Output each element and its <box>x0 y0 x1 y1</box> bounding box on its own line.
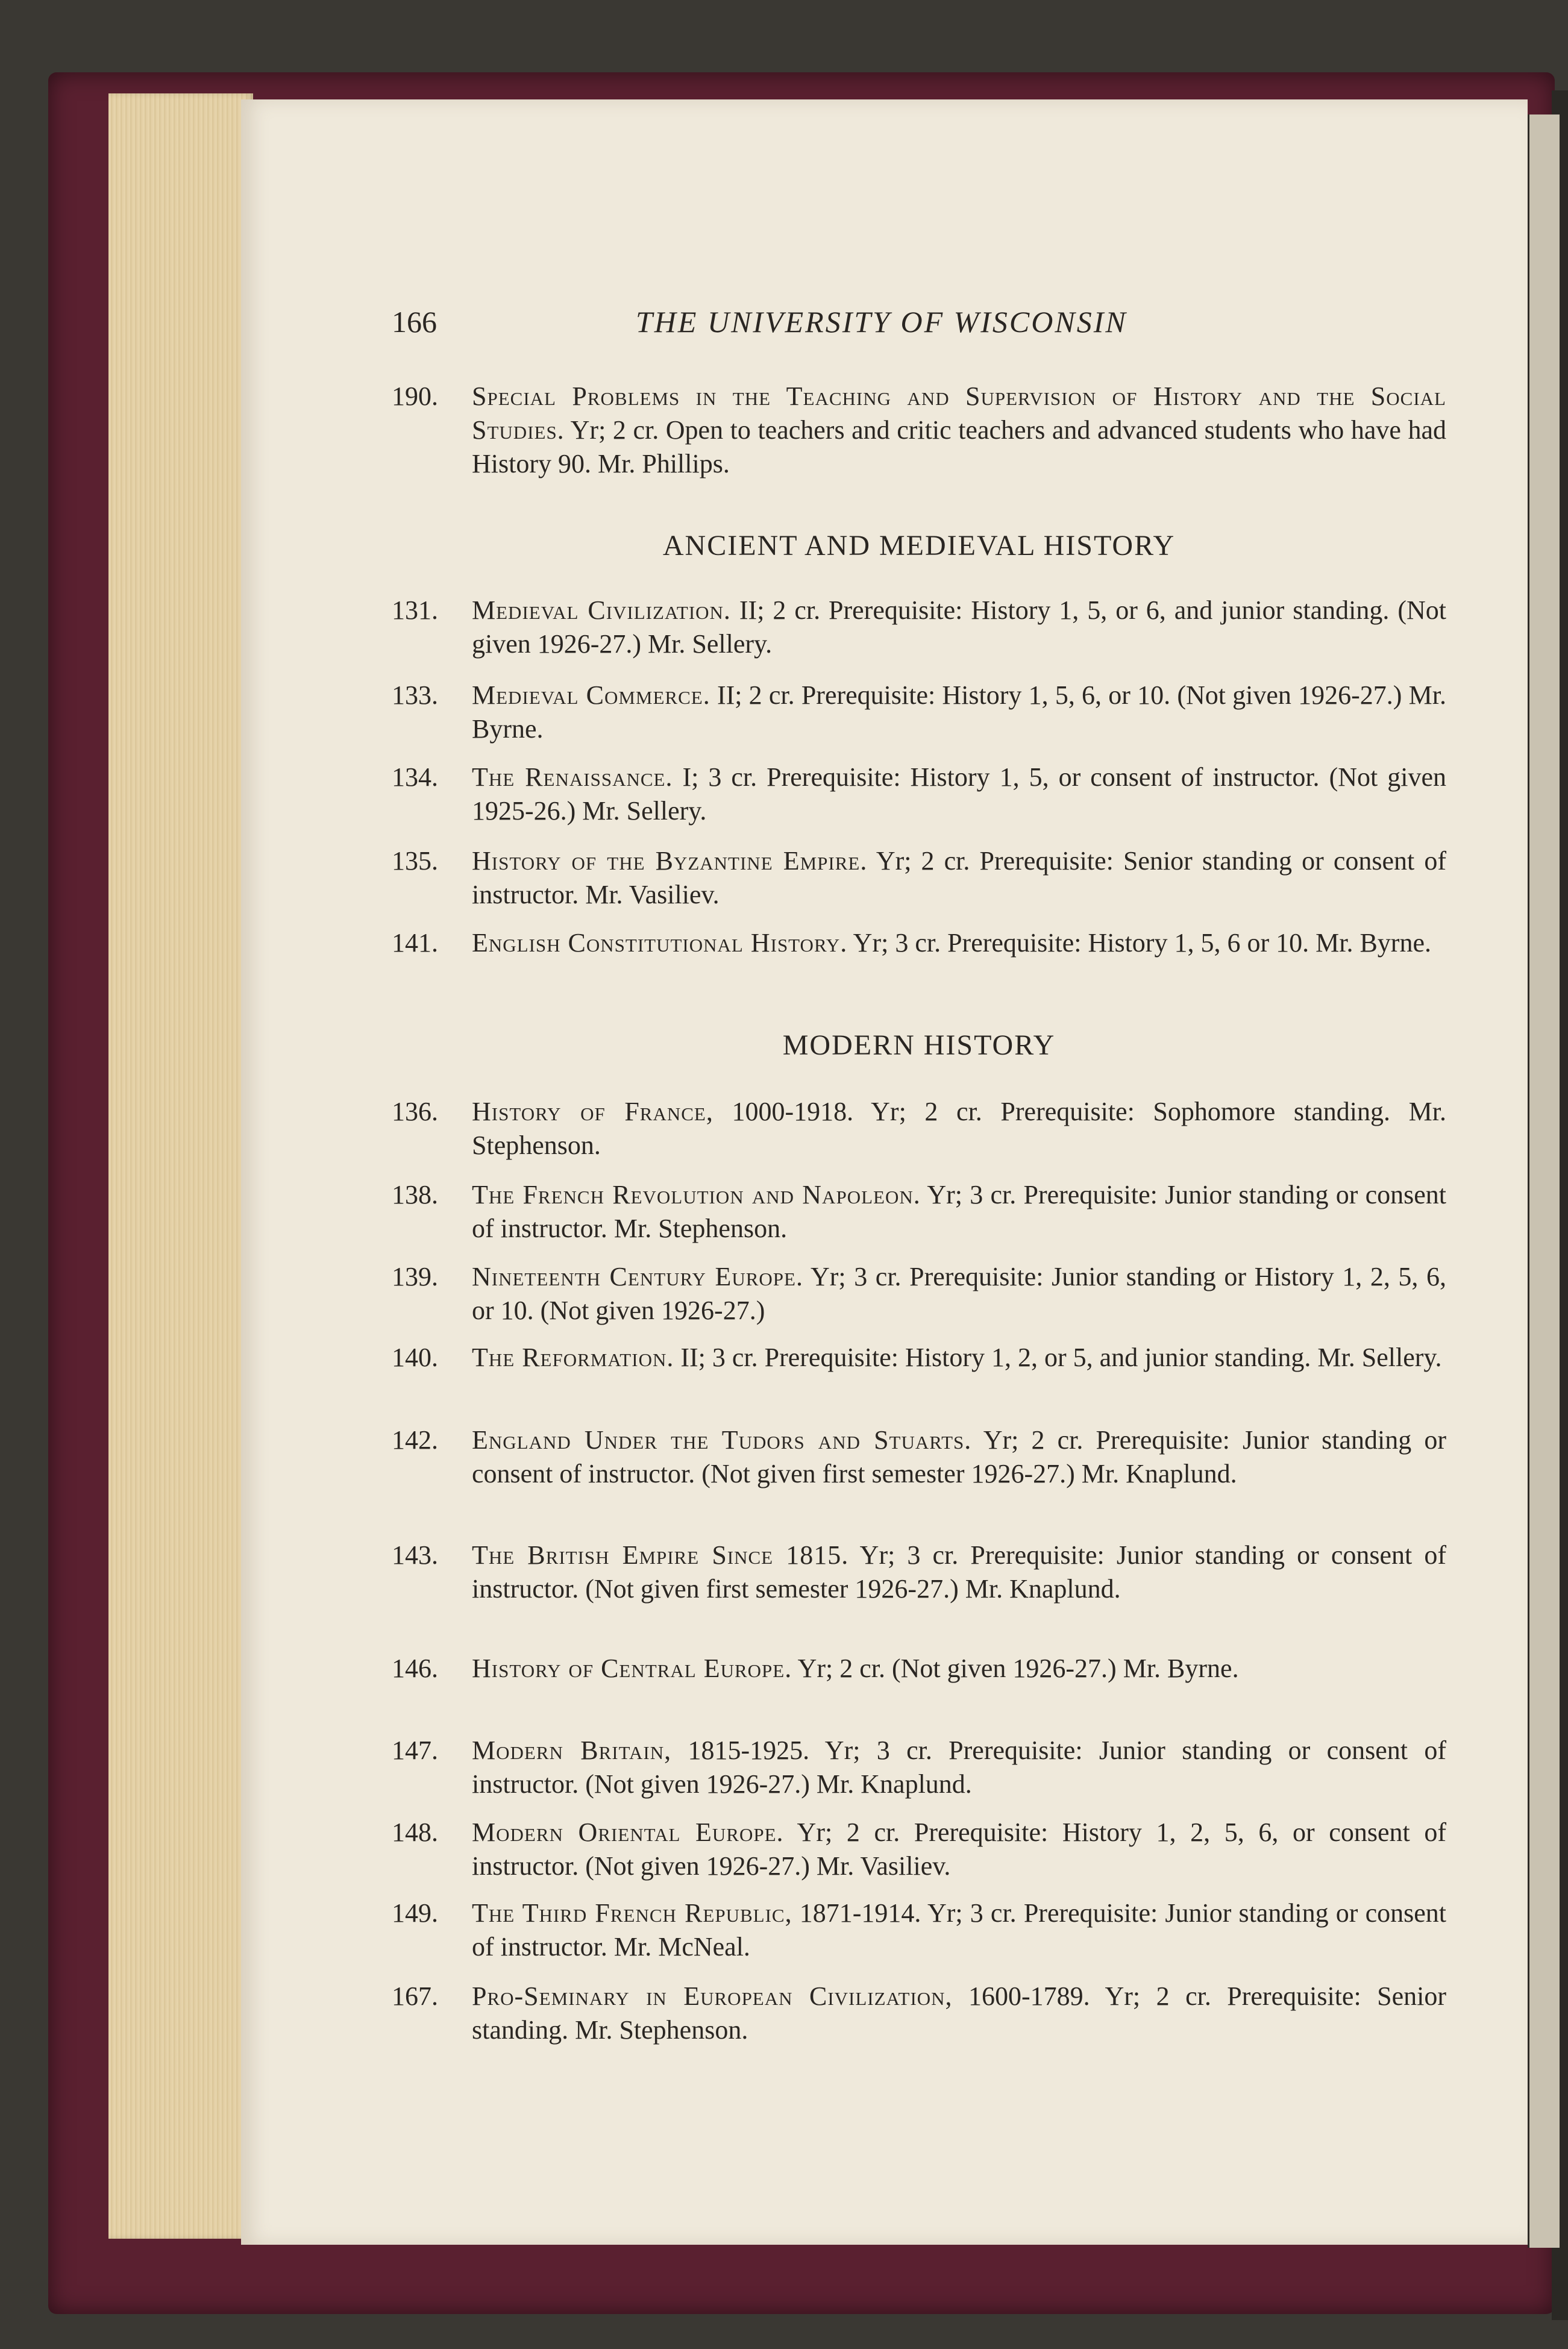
page-edges <box>108 93 253 2239</box>
course-details: Yr; 3 cr. Prerequisite: Junior standing or History 1, 2, 5, 6, or 10. (Not given 1926-27.) <box>472 1262 1447 1325</box>
course-body <box>472 844 1446 912</box>
course-body <box>472 380 1446 481</box>
course-details: Yr; 3 cr. Prerequisite: Junior standing or consent of instructor. Mr. Stephenson. <box>472 1180 1447 1243</box>
course-body <box>472 1980 1446 2047</box>
course-body <box>472 1896 1446 1964</box>
course-number: 140. <box>392 1343 438 1372</box>
course-number: 139. <box>392 1262 438 1291</box>
section-heading-ancient: ANCIENT AND MEDIEVAL HISTORY <box>662 530 1176 562</box>
course-entry <box>392 761 1446 828</box>
section-heading-modern: MODERN HISTORY <box>782 1029 1056 1061</box>
course-details: Yr; 2 cr. Prerequisite: History 1, 2, 5, 6, or consent of instructor. (Not given 1926-27.) Mr. Vasiliev. <box>472 1817 1446 1881</box>
course-details: II; 2 cr. Prerequisite: History 1, 5, 6, or 10. (Not given 1926-27.) Mr. Byrne. <box>472 680 1446 744</box>
course-title: History of Central Europe. <box>472 1654 792 1683</box>
course-entry <box>392 1896 1446 1964</box>
course-title: The Reformation. <box>472 1343 674 1372</box>
course-entry <box>392 1734 1446 1801</box>
course-body <box>472 679 1446 746</box>
course-number: 147. <box>392 1736 438 1765</box>
course-title: The Renaissance. <box>472 762 673 792</box>
course-number: 131. <box>392 595 438 625</box>
course-details: Yr; 2 cr. (Not given 1926-27.) Mr. Byrne. <box>797 1654 1239 1683</box>
course-title: Pro-Seminary in European Civilization, <box>472 1981 953 2011</box>
course-details: Yr; 2 cr. Open to teachers and critic teachers and advanced students who have had History 90. Mr. Phillips. <box>472 415 1446 478</box>
course-entry <box>392 1341 1446 1375</box>
course-number: 149. <box>392 1898 438 1928</box>
course-title: The French Revolution and Napoleon. <box>472 1180 921 1209</box>
course-title: Medieval Civilization. <box>472 595 731 625</box>
course-title: Special Problems in the Teaching and Supervision of History and the Social Studies. <box>472 381 1446 445</box>
course-title: History of the Byzantine Empire. <box>472 846 868 876</box>
course-details: Yr; 2 cr. Prerequisite: Junior standing or consent of instructor. (Not given first semester 1926-27.) Mr. Knaplund. <box>472 1425 1446 1488</box>
course-entry <box>392 926 1446 960</box>
course-details: II; 3 cr. Prerequisite: History 1, 2, or 5, and junior standing. Mr. Sellery. <box>680 1343 1442 1372</box>
course-entry <box>392 1178 1446 1246</box>
course-details: 1600-1789. Yr; 2 cr. Prerequisite: Senior standing. Mr. Stephenson. <box>472 1981 1447 2045</box>
course-body <box>472 1652 1446 1686</box>
course-body <box>472 1341 1446 1375</box>
course-body <box>472 1260 1446 1328</box>
course-number: 135. <box>392 846 438 876</box>
course-number: 133. <box>392 680 438 710</box>
course-number: 190. <box>392 381 438 411</box>
course-entry <box>392 380 1446 481</box>
course-title: Modern Oriental Europe. <box>472 1817 784 1847</box>
course-body <box>472 594 1446 661</box>
course-body <box>472 926 1446 960</box>
course-number: 134. <box>392 762 438 792</box>
course-entry <box>392 1980 1446 2047</box>
course-details: Yr; 3 cr. Prerequisite: Junior standing or consent of instructor. (Not given first semester 1926-27.) Mr. Knaplund. <box>472 1540 1446 1604</box>
course-entry <box>392 1095 1446 1162</box>
course-number: 143. <box>392 1540 438 1570</box>
course-body <box>472 1095 1446 1162</box>
course-entry <box>392 1816 1446 1883</box>
course-body <box>472 1423 1446 1491</box>
course-body <box>472 1538 1446 1606</box>
course-title: English Constitutional History. <box>472 928 848 958</box>
course-title: History of France, <box>472 1097 713 1126</box>
facing-page-edge <box>1528 114 1560 2248</box>
course-entry <box>392 1260 1446 1328</box>
course-entry <box>392 679 1446 746</box>
course-details: Yr; 2 cr. Prerequisite: Senior standing or consent of instructor. Mr. Vasiliev. <box>472 846 1446 909</box>
course-details: 1871-1914. Yr; 3 cr. Prerequisite: Junior standing or consent of instructor. Mr. McNeal. <box>472 1898 1446 1962</box>
course-entry <box>392 1652 1446 1686</box>
course-title: The British Empire Since 1815. <box>472 1540 849 1570</box>
course-entry <box>392 844 1446 912</box>
course-number: 167. <box>392 1981 438 2011</box>
course-body <box>472 1734 1446 1801</box>
course-entry <box>392 594 1446 661</box>
course-title: The Third French Republic, <box>472 1898 792 1928</box>
course-body <box>472 1178 1446 1246</box>
course-number: 141. <box>392 928 438 958</box>
course-details: I; 3 cr. Prerequisite: History 1, 5, or consent of instructor. (Not given 1925-26.) Mr. Sellery. <box>472 762 1446 826</box>
running-head <box>392 304 1416 347</box>
course-title: Nineteenth Century Europe. <box>472 1262 803 1291</box>
course-title: Medieval Commerce. <box>472 680 710 710</box>
course-body <box>472 761 1446 828</box>
course-title: England Under the Tudors and Stuarts. <box>472 1425 972 1455</box>
course-number: 148. <box>392 1817 438 1847</box>
running-title: THE UNIVERSITY OF WISCONSIN <box>636 305 1127 339</box>
course-details: 1000-1918. Yr; 2 cr. Prerequisite: Sophomore standing. Mr. Stephenson. <box>472 1097 1447 1160</box>
page-number: 166 <box>392 305 437 339</box>
course-details: II; 2 cr. Prerequisite: History 1, 5, or 6, and junior standing. (Not given 1926-27.) Mr. Sellery. <box>472 595 1446 659</box>
course-body <box>472 1816 1446 1883</box>
course-number: 146. <box>392 1654 438 1683</box>
course-number: 136. <box>392 1097 438 1126</box>
course-number: 142. <box>392 1425 438 1455</box>
course-details: Yr; 3 cr. Prerequisite: History 1, 5, 6 or 10. Mr. Byrne. <box>853 928 1431 958</box>
course-title: Modern Britain, <box>472 1736 672 1765</box>
course-entry <box>392 1423 1446 1491</box>
course-number: 138. <box>392 1180 438 1209</box>
course-details: 1815-1925. Yr; 3 cr. Prerequisite: Junior standing or consent of instructor. (Not given 1926-27.) Mr. Knaplund. <box>472 1736 1447 1799</box>
course-entry <box>392 1538 1446 1606</box>
